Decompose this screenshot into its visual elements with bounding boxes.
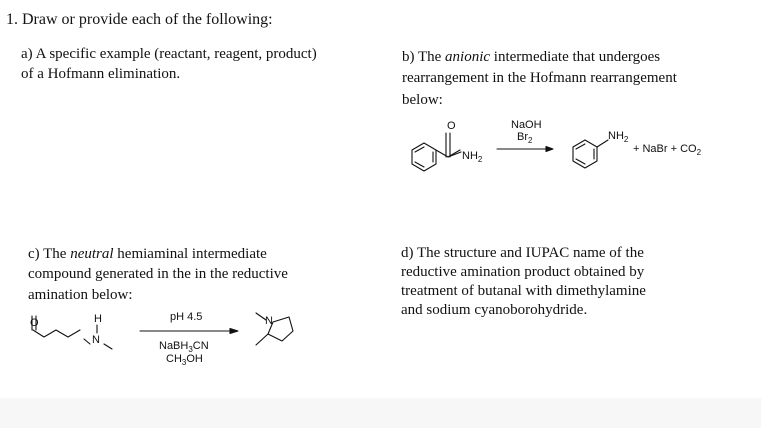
part-c-line1: c) The neutral hemiaminal intermediate xyxy=(28,246,267,262)
pyrrolidine-ring xyxy=(268,317,293,341)
part-d-line1: d) The structure and IUPAC name of the xyxy=(401,245,644,261)
part-a-line2: of a Hofmann elimination. xyxy=(21,66,181,82)
part-b-line1: b) The anionic intermediate that undergoes xyxy=(402,49,661,65)
amine-h-label: H xyxy=(94,313,102,325)
part-c-oxygen-label: O xyxy=(30,317,39,329)
benzyl-ch2-bond xyxy=(597,140,608,147)
byproducts: + NaBr + $CO_2$ xyxy=(633,143,702,158)
part-c-line2: compound generated in the in the reductive xyxy=(28,266,288,282)
reagent-br2: $Br_2$ xyxy=(517,131,533,146)
reagent-nabh3cn: NaBH$_3$CN xyxy=(159,340,209,355)
part-b-line2: rearrangement in the Hofmann rearrangement xyxy=(402,70,677,86)
question-title: 1. Draw or provide each of the following: xyxy=(6,11,273,28)
product-n-label: N xyxy=(265,315,273,327)
aldehyde-chain xyxy=(33,330,80,337)
part-a-line1: a) A specific example (reactant, reagent, product) xyxy=(21,46,317,62)
benzene-ring-reactant xyxy=(412,143,436,171)
benzene-ring-product xyxy=(573,140,597,168)
part-d-line2: reductive amination product obtained by xyxy=(401,264,645,280)
reactant-nh2-label: $NH_2$ xyxy=(462,150,483,165)
amine-methyl-left xyxy=(84,339,90,344)
part-c-line3: amination below: xyxy=(28,287,133,303)
product-nh2-label: $NH_2$ xyxy=(608,130,629,145)
reagent-ch3oh: $CH_3OH$ xyxy=(166,353,203,368)
part-b-oxygen-label: O xyxy=(447,120,456,132)
ring-substituent xyxy=(256,334,268,345)
condition-ph: pH 4.5 xyxy=(170,311,203,323)
reagent-naoh: NaOH xyxy=(511,119,542,131)
amine-methyl-right xyxy=(104,344,112,349)
part-d-line3: treatment of butanal with dimethylamine xyxy=(401,283,646,299)
n-methyl-bond xyxy=(256,313,266,320)
part-b-line3: below: xyxy=(402,92,443,108)
part-d-line4: and sodium cyanoborohydride. xyxy=(401,302,588,318)
amine-n-label: N xyxy=(92,334,100,346)
